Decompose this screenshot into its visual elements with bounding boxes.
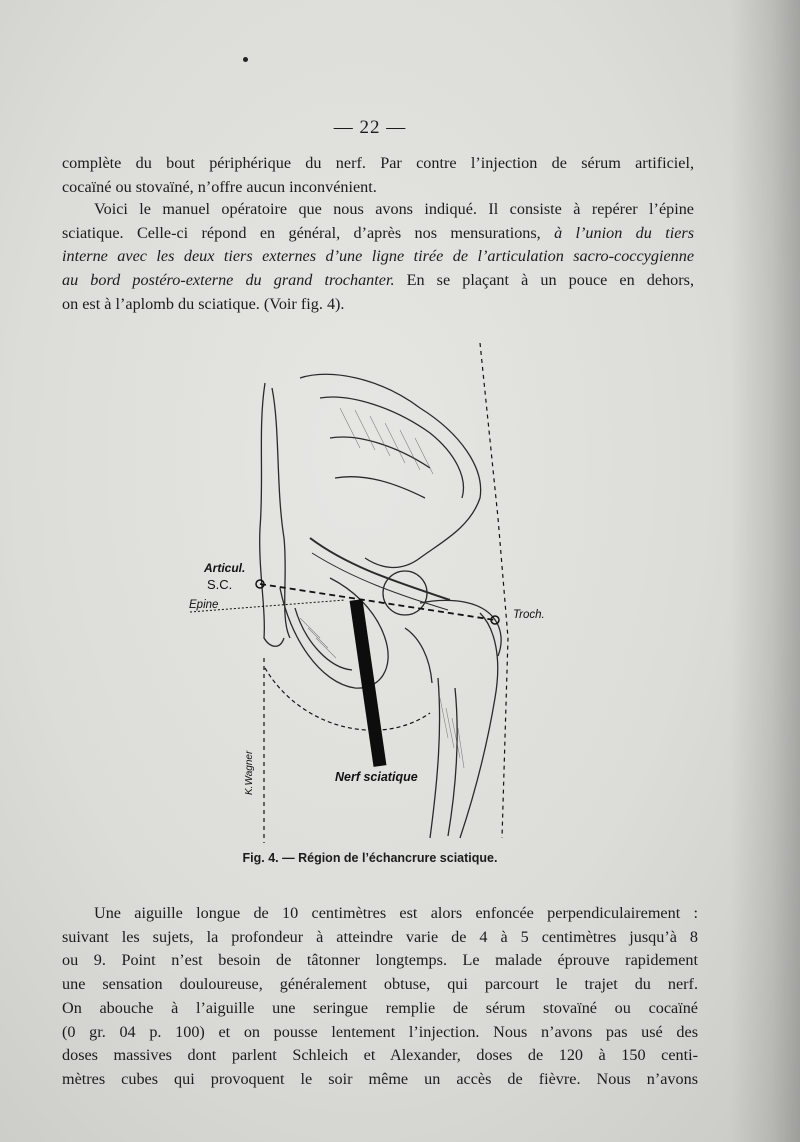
artist-signature: K.Wagner [244, 750, 255, 795]
paragraph-1-line: cocaïné ou stovaïné, n’offre aucun inconvénient. [62, 177, 377, 196]
paragraph-3-line: une sensation douloureuse, généralement obtuse, qui parcourt le trajet du nerf. [62, 975, 698, 994]
text-run: sciatique. Celle-ci répond en général, d’après nos mensurations, [62, 223, 555, 242]
paragraph-3-line: doses massives dont parlent Schleich et Alexander, doses de 120 à 150 centi- [62, 1046, 698, 1065]
paragraph-3-line: mètres cubes qui provoquent le soir même un accès de fièvre. Nous n’avons [62, 1069, 698, 1088]
label-epine: Epine [189, 599, 219, 611]
paragraph-2-line [62, 269, 694, 293]
text-run: En se plaçant à un pouce en dehors, [394, 271, 694, 290]
paragraph-3-line: (0 gr. 04 p. 100) et on pousse lentement l’injection. Nous n’avons pas usé des [62, 1022, 698, 1041]
paragraph-3-line: ou 9. Point n’est besoin de tâtonner longtemps. Le malade éprouve rapidement [62, 951, 698, 970]
italic-run: au bord postéro-externe du grand trochanter. [62, 271, 395, 290]
femur-outline [460, 613, 498, 838]
italic-run: interne avec les deux tiers externes d’une ligne tirée de l’articulation sacro-coccygienne [62, 247, 694, 266]
label-troch: Troch. [513, 609, 545, 621]
label-articul: Articul. [204, 561, 246, 575]
paragraph-2-line [62, 245, 694, 269]
italic-run: à l’union du tiers [554, 223, 694, 242]
paragraph-1 [62, 152, 694, 199]
print-speck [243, 57, 248, 62]
page-edge-shadow [730, 0, 800, 1142]
ilium-outline [300, 374, 481, 567]
label-sc: S.C. [207, 577, 233, 592]
figure-caption: Fig. 4. — Région de l’échancrure sciatique. [242, 851, 498, 865]
paragraph-3-line: Une aiguille longue de 10 centimètres est alors enfoncée perpendiculairement : [94, 904, 698, 922]
paragraph-2 [62, 198, 694, 317]
dashed-arc [265, 668, 430, 730]
paragraph-2-line: on est à l’aplomb du sciatique. (Voir fig. 4). [62, 294, 345, 313]
paragraph-3-line: suivant les sujets, la profondeur à atteindre varie de 4 à 5 centimètres jusqu’à 8 [62, 927, 698, 946]
page-number: — 22 — [333, 117, 407, 138]
paragraph-2-line: Voici le manuel opératoire que nous avons indiqué. Il consiste à repérer l’épine [94, 200, 694, 218]
vertical-guide-right [480, 343, 508, 838]
paragraph-3 [62, 902, 698, 1092]
paragraph-2-line [62, 222, 694, 246]
paragraph-1-line: complète du bout périphérique du nerf. Par contre l’injection de sérum artificiel, [62, 154, 694, 172]
reference-line [260, 584, 495, 620]
paragraph-3-line: On abouche à l’aiguille une seringue remplie de sérum stovaïné ou cocaïné [62, 998, 698, 1017]
label-nerf-sciatique: Nerf sciatique [335, 770, 418, 784]
